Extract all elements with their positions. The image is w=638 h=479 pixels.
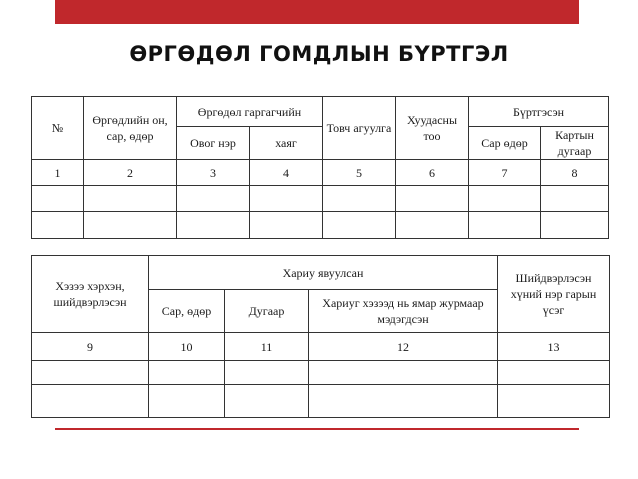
empty-cell [469,186,541,212]
header-registered-date: Сар өдөр [469,127,541,160]
empty-cell [149,385,225,418]
col-number-cell: 9 [32,333,149,361]
header-address: хаяг [250,127,323,160]
bottom-accent-line [55,428,579,430]
header-reply-method: Хариуг хэзээд нь ямар журмаар мэдэгдсэн [309,290,498,333]
header-resolver-signature: Шийдвэрлэсэн хүний нэр гарын үсэг [498,256,610,333]
empty-cell [250,212,323,239]
empty-cell [225,361,309,385]
header-page-count: Хуудасны тоо [396,97,469,160]
registration-table-1 [31,96,609,239]
empty-cell [84,212,177,239]
empty-cell [498,385,610,418]
column-number-row [32,333,610,361]
col-number-cell: 7 [469,160,541,186]
top-accent-band [55,0,579,24]
column-number-row [32,160,609,186]
empty-cell [396,212,469,239]
header-card-number: Картын дугаар [541,127,609,160]
registration-table-2 [31,255,610,418]
empty-cell [149,361,225,385]
empty-cell [541,186,609,212]
empty-cell [323,186,396,212]
empty-cell [32,361,149,385]
page-title: ӨРГӨДӨЛ ГОМДЛЫН БҮРТГЭЛ [129,42,509,66]
header-reply-date: Сар, өдөр [149,290,225,333]
empty-cell [541,212,609,239]
table-row [32,385,610,418]
header-surname: Овог нэр [177,127,250,160]
header-summary: Товч агуулга [323,97,396,160]
header-reply-number: Дугаар [225,290,309,333]
empty-cell [177,186,250,212]
header-resolved-how: Хэзээ хэрхэн, шийдвэрлэсэн [32,256,149,333]
col-number-cell: 8 [541,160,609,186]
empty-cell [84,186,177,212]
empty-cell [323,212,396,239]
col-number-cell: 3 [177,160,250,186]
header-number: № [32,97,84,160]
col-number-cell: 13 [498,333,610,361]
empty-cell [309,361,498,385]
col-number-cell: 6 [396,160,469,186]
empty-cell [32,212,84,239]
header-reply-sent-group: Хариу явуулсан [149,256,498,290]
col-number-cell: 10 [149,333,225,361]
empty-cell [250,186,323,212]
col-number-cell: 2 [84,160,177,186]
empty-cell [177,212,250,239]
col-number-cell: 4 [250,160,323,186]
col-number-cell: 5 [323,160,396,186]
empty-cell [469,212,541,239]
empty-cell [309,385,498,418]
empty-cell [498,361,610,385]
col-number-cell: 11 [225,333,309,361]
empty-cell [225,385,309,418]
empty-cell [32,385,149,418]
table-row [32,361,610,385]
table-row [32,212,609,239]
col-number-cell: 1 [32,160,84,186]
col-number-cell: 12 [309,333,498,361]
header-registered-group: Бүртгэсэн [469,97,609,127]
header-applicant-group: Өргөдөл гаргагчийн [177,97,323,127]
header-application-date: Өргөдлийн он, сар, өдөр [84,97,177,160]
empty-cell [396,186,469,212]
table-row [32,186,609,212]
empty-cell [32,186,84,212]
